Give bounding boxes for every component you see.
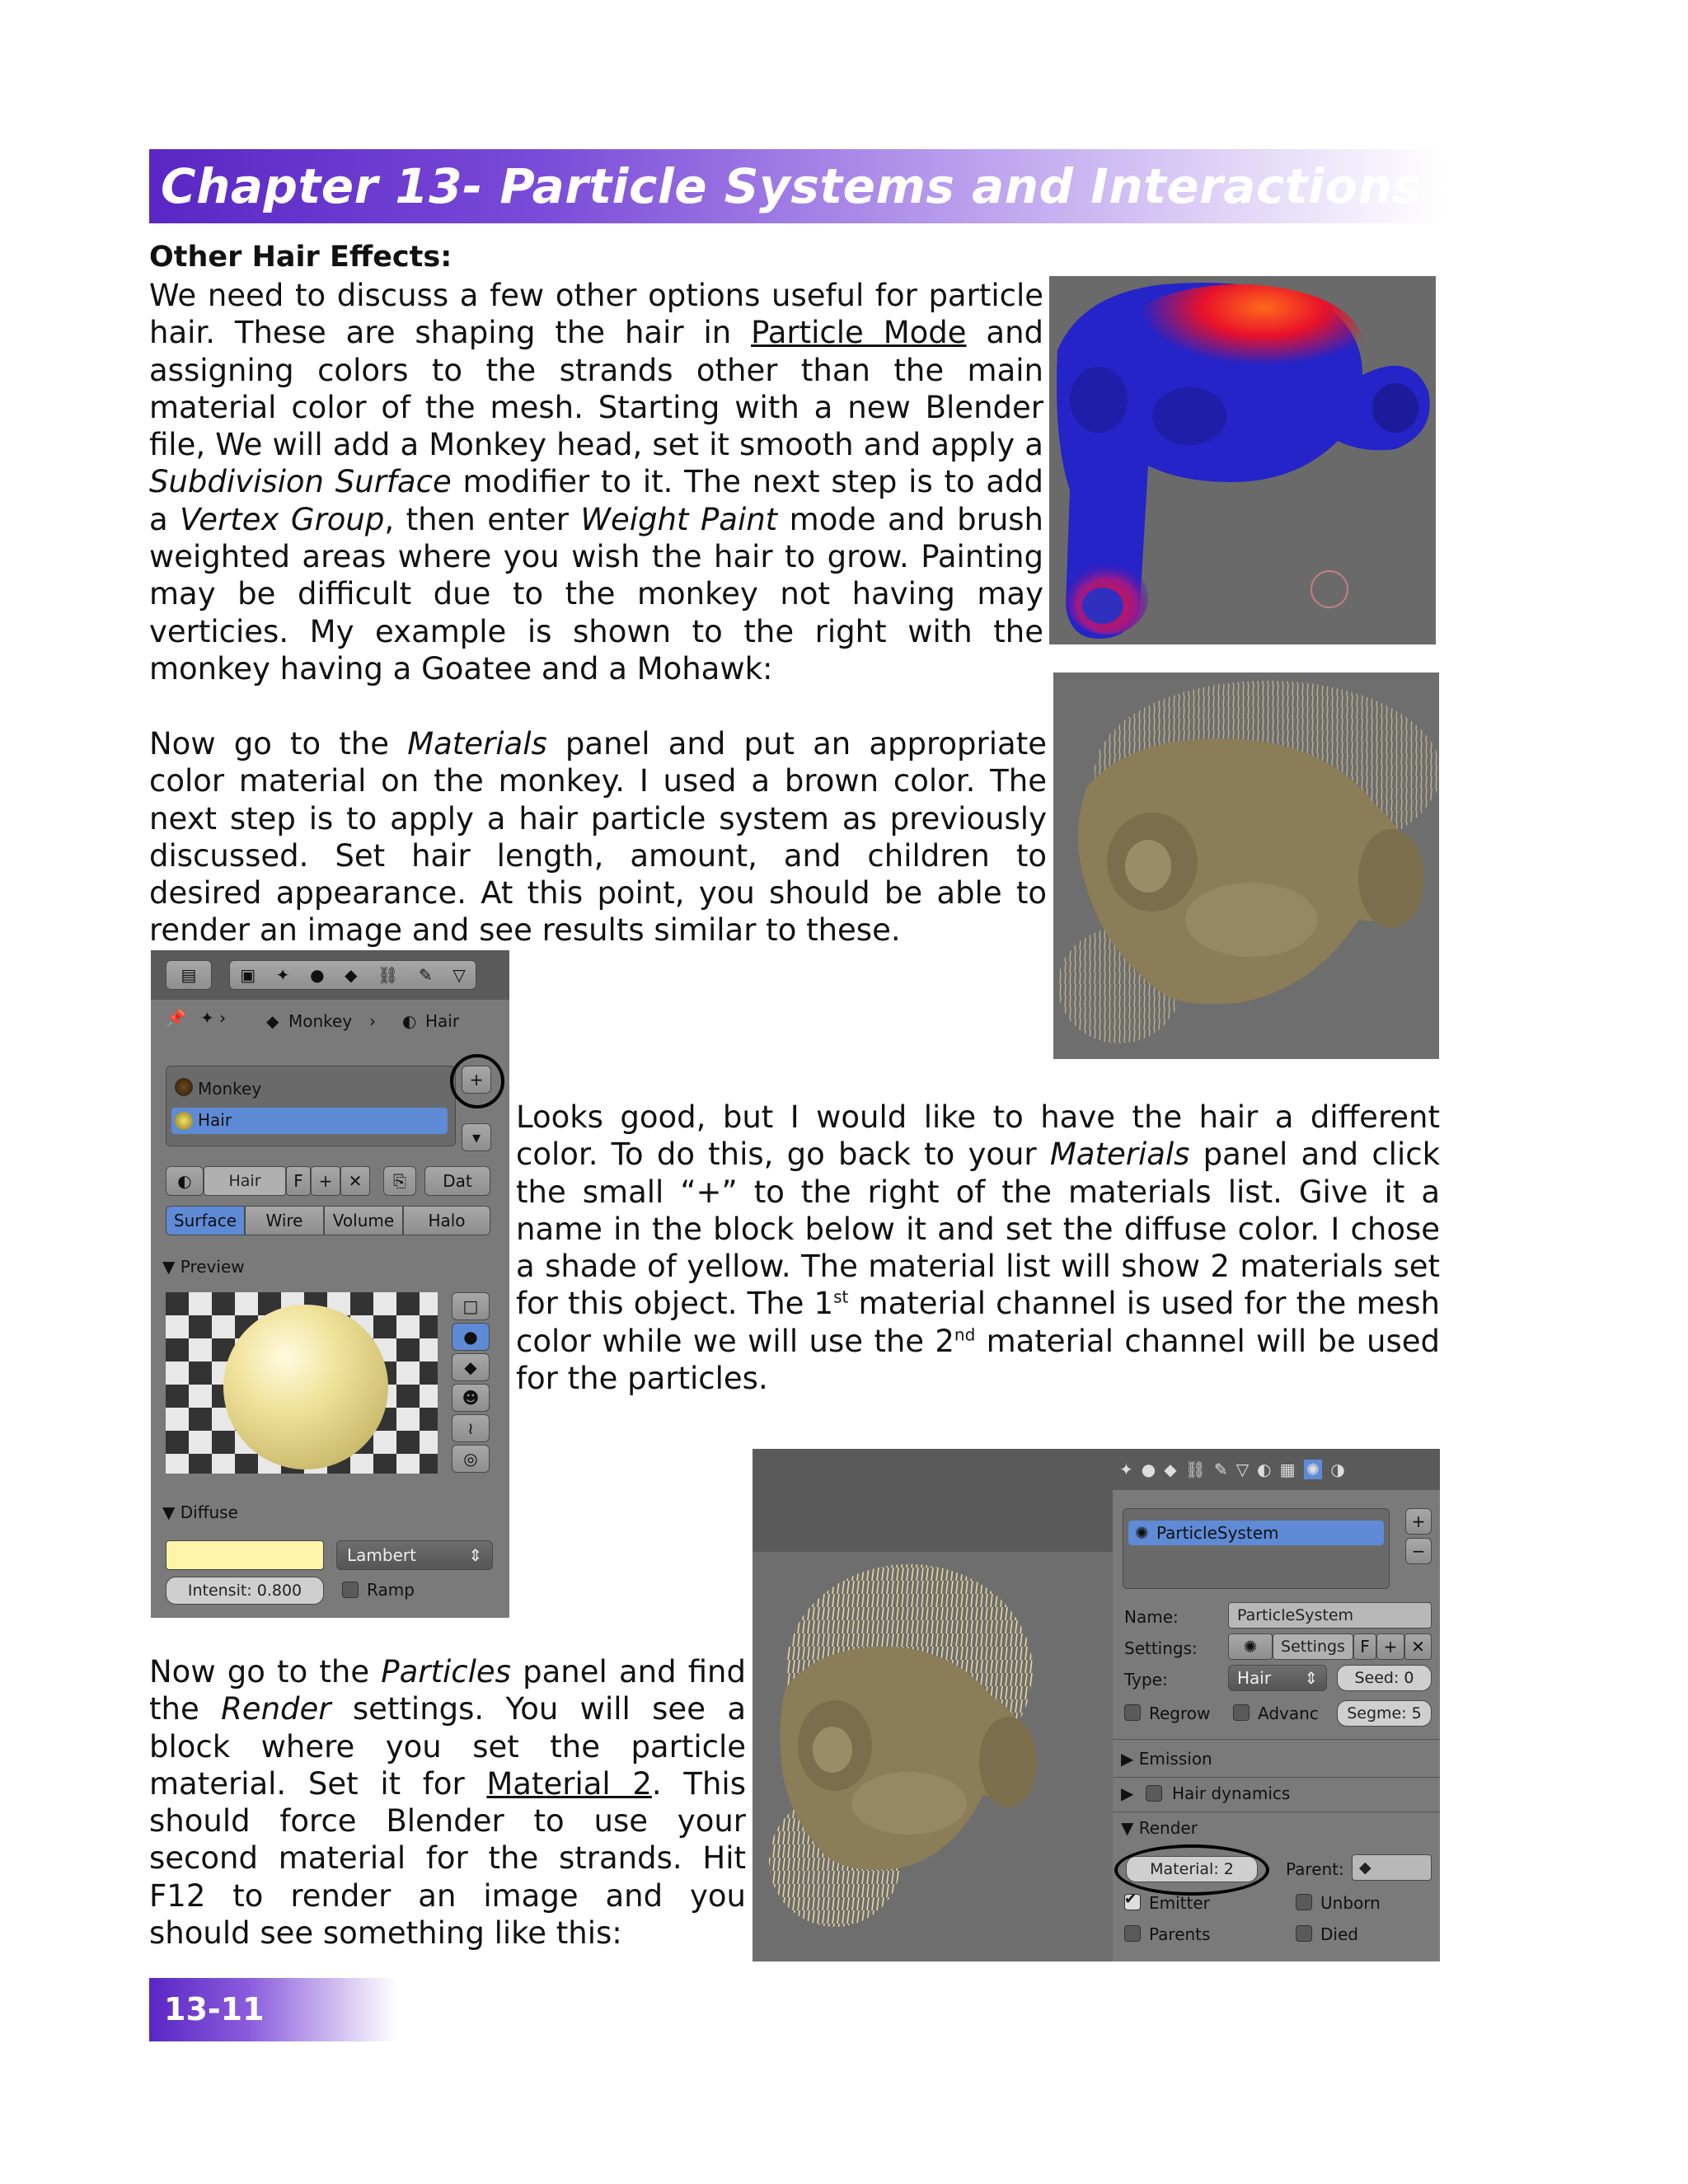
object-tab-icon[interactable]: ◆ — [1164, 1460, 1177, 1479]
diffuse-label: Diffuse — [180, 1502, 238, 1522]
para3-superscript: nd — [954, 1324, 976, 1345]
para1-emphasis: Weight Paint — [580, 501, 778, 537]
type-value: Hair — [1237, 1668, 1272, 1688]
material-preview — [166, 1292, 438, 1474]
para1-text: modifier to it. The next step is to add a — [149, 464, 1043, 537]
paragraph-1 — [149, 277, 1043, 687]
material-name-field[interactable]: Hair — [204, 1166, 286, 1196]
render-label: Render — [1138, 1818, 1198, 1838]
page-number: 13-11 — [164, 1991, 265, 2027]
paragraph-3 — [516, 1099, 1440, 1397]
para4-text: panel and find the — [149, 1654, 746, 1727]
material-browse-button[interactable]: ◐ — [166, 1166, 204, 1196]
add-particle-system-button[interactable]: + — [1405, 1508, 1432, 1535]
preview-flat-icon[interactable]: □ — [452, 1292, 490, 1320]
preview-section-header[interactable]: ▼ Preview — [162, 1257, 245, 1277]
physics-tab-icon[interactable]: ◑ — [1330, 1460, 1345, 1479]
divider — [1113, 1777, 1440, 1778]
preview-sphere — [223, 1305, 388, 1469]
ramp-checkbox[interactable] — [342, 1582, 359, 1598]
regrow-checkbox[interactable] — [1124, 1704, 1141, 1721]
unborn-label: Unborn — [1320, 1893, 1381, 1913]
material-sphere-icon — [175, 1112, 193, 1130]
remove-particle-system-button[interactable]: − — [1405, 1538, 1432, 1564]
constraint-tab-icon[interactable]: ⛓ — [1184, 1460, 1206, 1479]
tab-volume[interactable]: Volume — [324, 1206, 403, 1235]
render-tab-icon[interactable]: ▣ — [240, 965, 256, 985]
world-tab-icon[interactable]: ● — [1141, 1460, 1156, 1479]
hair-dynamics-expander[interactable]: ▶ — [1121, 1783, 1134, 1803]
object-tab-icon[interactable]: ◆ — [345, 965, 358, 985]
preview-monkey-icon[interactable]: ☻ — [452, 1384, 490, 1412]
context-tabs[interactable] — [229, 960, 476, 990]
scene-tab-icon[interactable]: ✦ — [275, 965, 290, 985]
material-2-link: Material 2 — [486, 1765, 652, 1802]
slot-monkey[interactable]: Monkey — [198, 1079, 262, 1099]
weight-paint-image — [1049, 276, 1436, 644]
died-label: Died — [1320, 1924, 1358, 1944]
chapter-header — [149, 149, 1443, 223]
world-tab-icon[interactable]: ● — [310, 965, 325, 985]
move-slot-down-button[interactable]: ▾ — [462, 1123, 491, 1151]
emission-section-header[interactable]: ▶ Emission — [1121, 1749, 1212, 1769]
tab-wire[interactable]: Wire — [245, 1206, 324, 1235]
divider — [1113, 1811, 1440, 1812]
particle-type-select[interactable] — [1228, 1665, 1327, 1691]
para1-text: We need to discuss a few other options useful for particle hair. These are shaping the hair in — [149, 278, 1043, 351]
breadcrumb-material: Hair — [425, 1011, 460, 1031]
intensity-slider[interactable]: Intensit: 0.800 — [166, 1577, 324, 1605]
particle-system-list[interactable] — [1123, 1508, 1390, 1589]
shader-value: Lambert — [347, 1545, 416, 1565]
para2-text: panel and put an appropriate color material on the monkey. I used a brown color. The next step is to apply a hair particle system as previously discussed. Set hair length, amount, and children to desired appearance. At this point, you should be able to render an image and see results similar to these. — [149, 726, 1047, 949]
select-arrow-icon: ⇕ — [1304, 1668, 1318, 1688]
preview-label: Preview — [180, 1257, 245, 1277]
para4-emphasis: Render — [221, 1691, 331, 1727]
para4-text: settings. You will see a block where you set the particle material. Set it for — [149, 1691, 746, 1802]
seed-field[interactable]: Seed: 0 — [1337, 1665, 1432, 1691]
para1-emphasis: Subdivision Surface — [149, 464, 452, 500]
chapter-title: Chapter 13- Particle Systems and Interactions — [161, 158, 1422, 214]
segments-field[interactable]: Segme: 5 — [1337, 1700, 1432, 1727]
parents-label: Parents — [1149, 1924, 1211, 1944]
material-sphere-icon — [175, 1078, 193, 1096]
constraint-tab-icon[interactable]: ⛓ — [377, 965, 399, 985]
brown-hair-monkey-illustration — [1053, 673, 1439, 1059]
material-breadcrumb-icon: ◐ — [402, 1011, 417, 1031]
para3-text: material channel is used for the mesh color while we will use the 2 — [516, 1286, 1440, 1359]
type-label: Type: — [1124, 1670, 1168, 1690]
particle-tab-bar[interactable] — [1113, 1449, 1440, 1490]
preview-sphere-icon[interactable]: ● — [452, 1323, 490, 1351]
para3-text: Looks good, but I would like to have the hair a different color. To do this, go back to your — [516, 1099, 1440, 1173]
parent-field[interactable] — [1352, 1854, 1432, 1881]
preview-sky-icon[interactable]: ◎ — [452, 1445, 490, 1473]
select-arrow-icon: ⇕ — [468, 1545, 482, 1565]
advanced-label: Advanc — [1258, 1704, 1319, 1723]
particle-mode-link: Particle Mode — [751, 315, 967, 351]
link-data-select[interactable]: Dat — [424, 1166, 490, 1196]
highlight-circle — [450, 1054, 504, 1108]
paragraph-2 — [149, 725, 1047, 949]
object-breadcrumb-icon: ◆ — [266, 1011, 279, 1031]
material-tab-icon[interactable]: ◐ — [1257, 1460, 1272, 1479]
texture-tab-icon[interactable]: ▦ — [1279, 1460, 1296, 1479]
settings-browse-button[interactable]: ✺ — [1228, 1633, 1273, 1660]
diffuse-shader-select[interactable] — [336, 1540, 493, 1570]
para3-emphasis: Materials — [1049, 1137, 1190, 1173]
materials-panel-screenshot — [151, 950, 509, 1618]
tab-halo[interactable]: Halo — [403, 1206, 490, 1235]
para1-text: and assigning colors to the strands other than the main material color of the mesh. Starting with a new Blender file, We will add a Monkey head, set it smooth and apply a — [149, 315, 1044, 463]
modifier-tab-icon[interactable]: ✎ — [419, 965, 433, 985]
preview-cube-icon[interactable]: ◆ — [452, 1353, 490, 1381]
para4-emphasis: Particles — [381, 1654, 511, 1690]
pin-icon[interactable]: 📌 — [166, 1008, 186, 1028]
render-section-header[interactable]: ▼ Render — [1121, 1818, 1198, 1838]
parent-object-icon: ◆ — [1359, 1858, 1372, 1877]
new-settings-button[interactable]: + — [1376, 1633, 1404, 1660]
properties-tab-bar — [151, 950, 509, 1000]
checkmark-icon: ✔ — [1124, 1891, 1137, 1908]
diffuse-section-header[interactable]: ▼ Diffuse — [162, 1502, 238, 1522]
para2-emphasis: Materials — [407, 726, 547, 762]
brown-hair-render-image — [1053, 673, 1439, 1059]
tab-surface[interactable]: Surface — [166, 1206, 245, 1235]
emitter-label: Emitter — [1149, 1893, 1210, 1913]
particle-name-field[interactable]: ParticleSystem — [1228, 1602, 1432, 1629]
highlight-ellipse — [1114, 1844, 1269, 1896]
add-material-slot-button[interactable]: + — [462, 1066, 491, 1094]
para1-emphasis: Vertex Group — [180, 501, 385, 537]
died-checkbox[interactable] — [1296, 1925, 1312, 1942]
divider — [1113, 1739, 1440, 1740]
settings-label: Settings: — [1124, 1638, 1198, 1658]
particles-tab-icon[interactable]: ✺ — [1304, 1460, 1323, 1479]
slot-hair[interactable]: Hair — [198, 1110, 232, 1130]
scene-breadcrumb-icon: ✦ › — [200, 1008, 227, 1028]
breadcrumb-object: Monkey — [288, 1011, 353, 1031]
unlink-material-button[interactable]: ✕ — [340, 1166, 370, 1196]
material-slot-list[interactable] — [166, 1066, 456, 1146]
para4-text: Now go to the — [149, 1654, 382, 1690]
para3-text: material channel will be used for the particles. — [516, 1323, 1440, 1397]
new-material-button[interactable]: + — [311, 1166, 340, 1196]
yellow-hair-render — [753, 1449, 1113, 1961]
particle-material-field[interactable]: Material: 2 — [1126, 1856, 1258, 1882]
particle-panel — [1113, 1449, 1440, 1961]
fake-user-button[interactable]: F — [286, 1166, 311, 1196]
scene-tab-icon[interactable]: ✦ — [1119, 1460, 1133, 1479]
hair-dynamics-checkbox[interactable] — [1146, 1785, 1162, 1802]
editor-type-button[interactable]: ▤ — [166, 960, 212, 990]
para3-text: panel and click the small “+” to the right of the materials list. Give it a name in the block below it and set the diffuse color. I chose a shade of yellow. The material list will show 2 materials set for this object. The 1 — [516, 1137, 1441, 1322]
settings-fake-user-button[interactable]: F — [1353, 1633, 1376, 1660]
ramp-label: Ramp — [367, 1580, 415, 1600]
preview-hair-icon[interactable]: ≀ — [452, 1414, 490, 1442]
yellow-hair-monkey-illustration — [753, 1449, 1113, 1961]
para2-text: Now go to the — [149, 726, 408, 762]
unborn-checkbox[interactable] — [1296, 1894, 1312, 1910]
particle-system-item[interactable]: ParticleSystem — [1156, 1523, 1279, 1543]
particle-render-screenshot — [753, 1449, 1440, 1961]
weight-paint-monkey-illustration — [1049, 276, 1436, 644]
para1-text: mode and brush weighted areas where you wish the hair to grow. Painting may be difficult due to the monkey not having may verticies. My example is shown to the right with the monkey having a Goatee and a Mohawk: — [149, 501, 1044, 687]
data-tab-icon[interactable]: ▽ — [452, 965, 466, 985]
page-footer — [149, 1978, 396, 2041]
breadcrumb-separator: › — [369, 1011, 376, 1031]
para3-superscript: st — [833, 1287, 849, 1308]
modifier-tab-icon[interactable]: ✎ — [1214, 1460, 1228, 1479]
advanced-checkbox[interactable] — [1233, 1704, 1250, 1721]
data-tab-icon[interactable]: ▽ — [1236, 1460, 1250, 1479]
emission-label: Emission — [1138, 1749, 1212, 1769]
parent-label: Parent: — [1286, 1859, 1344, 1879]
hair-dynamics-label: Hair dynamics — [1172, 1783, 1291, 1803]
para1-text: , then enter — [384, 501, 581, 537]
name-label: Name: — [1124, 1607, 1179, 1627]
preview-type-buttons[interactable] — [452, 1292, 493, 1475]
paragraph-4 — [149, 1653, 746, 1952]
diffuse-color-swatch[interactable] — [166, 1540, 324, 1570]
particle-system-icon: ✺ — [1135, 1523, 1149, 1543]
settings-name-field[interactable]: Settings — [1273, 1633, 1353, 1660]
parents-checkbox[interactable] — [1124, 1925, 1141, 1942]
section-title: Other Hair Effects: — [149, 241, 452, 274]
regrow-label: Regrow — [1149, 1704, 1211, 1723]
copy-material-icon[interactable]: ⎘ — [383, 1166, 416, 1196]
para4-text: . This should force Blender to use your second material for the strands. Hit F12 to render an image and you should see something like this: — [149, 1765, 746, 1952]
unlink-settings-button[interactable]: ✕ — [1404, 1633, 1432, 1660]
